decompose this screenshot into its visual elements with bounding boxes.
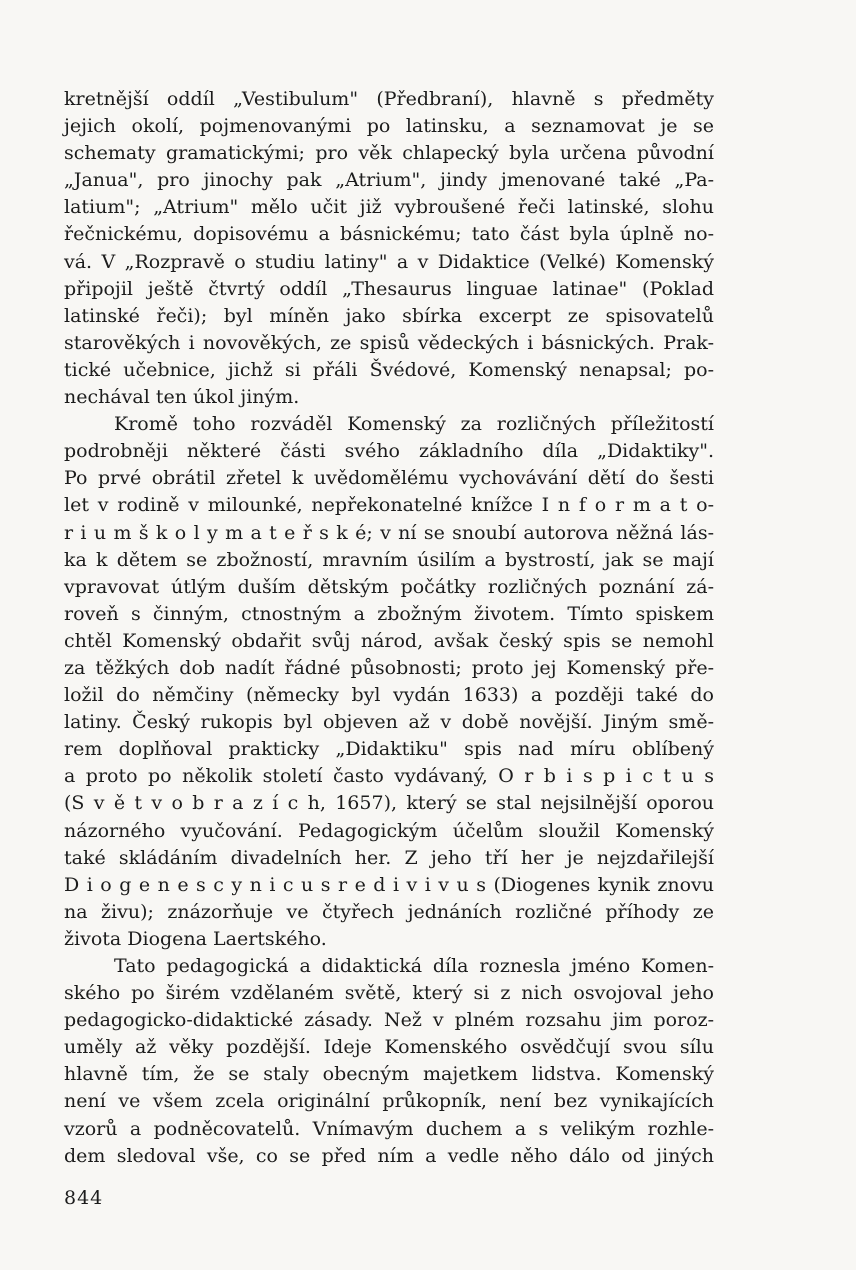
text-line: ložil do němčiny (německy byl vydán 1633) a později také do: [64, 684, 714, 707]
text-line: připojil ještě čtvrtý oddíl „Thesaurus linguae latinae" (Poklad: [64, 277, 714, 300]
text-line: D i o g e n e s c y n i c u s r e d i v i v u s (Diogenes kynik znovu: [64, 873, 714, 896]
text-line: ského po širém vzdělaném světě, který si z nich osvojoval jeho: [64, 982, 714, 1005]
text-line: vá. V „Rozpravě o studiu latiny" a v Didaktice (Velké) Komenský: [64, 250, 714, 273]
text-line: také skládáním divadelních her. Z jeho tří her je nejzdařilejší: [64, 846, 714, 869]
text-line: schematy gramatickými; pro věk chlapecký byla určena původní: [64, 142, 714, 165]
text-line: není ve všem zcela originální průkopník, není bez vynikajících: [64, 1090, 714, 1113]
text-line: uměly až věky pozdější. Ideje Komenského osvědčují svou sílu: [64, 1036, 714, 1059]
text-line: ka k dětem se zbožností, mravním úsilím a bystrostí, jak se mají: [64, 548, 714, 571]
text-line: vpravovat útlým duším dětským počátky rozličných poznání zá-: [64, 575, 714, 598]
text-line: hlavně tím, že se staly obecným majetkem lidstva. Komenský: [64, 1063, 714, 1086]
text-line: latiny. Český rukopis byl objeven až v době novější. Jiným smě-: [64, 711, 714, 734]
text-line: a proto po několik století často vydávaný, O r b i s p i c t u s: [64, 765, 714, 788]
text-line: nechával ten úkol jiným.: [64, 386, 300, 409]
text-line: rem doplňoval prakticky „Didaktiku" spis nad míru oblíbený: [64, 738, 714, 761]
paragraph-start-line: Tato pedagogická a didaktická díla roznesla jméno Komen-: [114, 955, 714, 977]
text-line: života Diogena Laertského.: [64, 927, 327, 950]
text-line: jejich okolí, pojmenovanými po latinsku, a seznamovat je se: [64, 115, 714, 138]
text-line: kretnější oddíl „Vestibulum" (Předbraní), hlavně s předměty: [64, 88, 714, 110]
text-line: let v rodině v milounké, nepřekonatelné knížce I n f o r m a t o-: [64, 494, 714, 517]
text-line: dem sledoval vše, co se před ním a vedle něho dálo od jiných: [64, 1144, 714, 1167]
text-line: starověkých i novověkých, ze spisů vědeckých i básnických. Prak-: [64, 331, 714, 354]
text-line: (S v ě t v o b r a z í c h, 1657), který se stal nejsilnější oporou: [64, 792, 714, 815]
text-line: na živu); znázorňuje ve čtyřech jednáních rozličné příhody ze: [64, 900, 714, 923]
text-line: „Janua", pro jinochy pak „Atrium", jindy jmenované také „Pa-: [64, 169, 714, 192]
text-line: roveň s činným, ctnostným a zbožným životem. Tímto spiskem: [64, 602, 714, 625]
text-line: podrobněji některé části svého základního díla „Didaktiky".: [64, 440, 714, 463]
text-line: vzorů a podněcovatelů. Vnímavým duchem a s velikým rozhle-: [64, 1117, 714, 1140]
page-number: 844: [64, 1187, 104, 1209]
text-line: Po prvé obrátil zřetel k uvědomělému vychovávání dětí do šesti: [64, 467, 714, 490]
text-line: tické učebnice, jichž si přáli Švédové, Komenský nenapsal; po-: [64, 358, 714, 381]
text-line: řečnickému, dopisovému a básnickému; tato část byla úplně no-: [64, 223, 714, 246]
text-line: za těžkých dob nadít řádné působnosti; proto jej Komenský pře-: [64, 656, 714, 679]
text-line: pedagogicko-didaktické zásady. Než v plném rozsahu jim poroz-: [64, 1009, 714, 1032]
text-line: latium"; „Atrium" mělo učit již vybroušené řeči latinské, slohu: [64, 196, 714, 219]
paragraph-start-line: Kromě toho rozváděl Komenský za rozličných příležitostí: [114, 413, 714, 436]
body-text: [64, 86, 714, 1170]
text-line: chtěl Komenský obdařit svůj národ, avšak český spis se nemohl: [64, 629, 714, 652]
text-line: názorného vyučování. Pedagogickým účelům sloužil Komenský: [64, 819, 714, 842]
text-line: latinské řeči); byl míněn jako sbírka excerpt ze spisovatelů: [64, 304, 714, 327]
text-line: r i u m š k o l y m a t e ř s k é; v ní se snoubí autorova něžná lás-: [64, 521, 714, 544]
